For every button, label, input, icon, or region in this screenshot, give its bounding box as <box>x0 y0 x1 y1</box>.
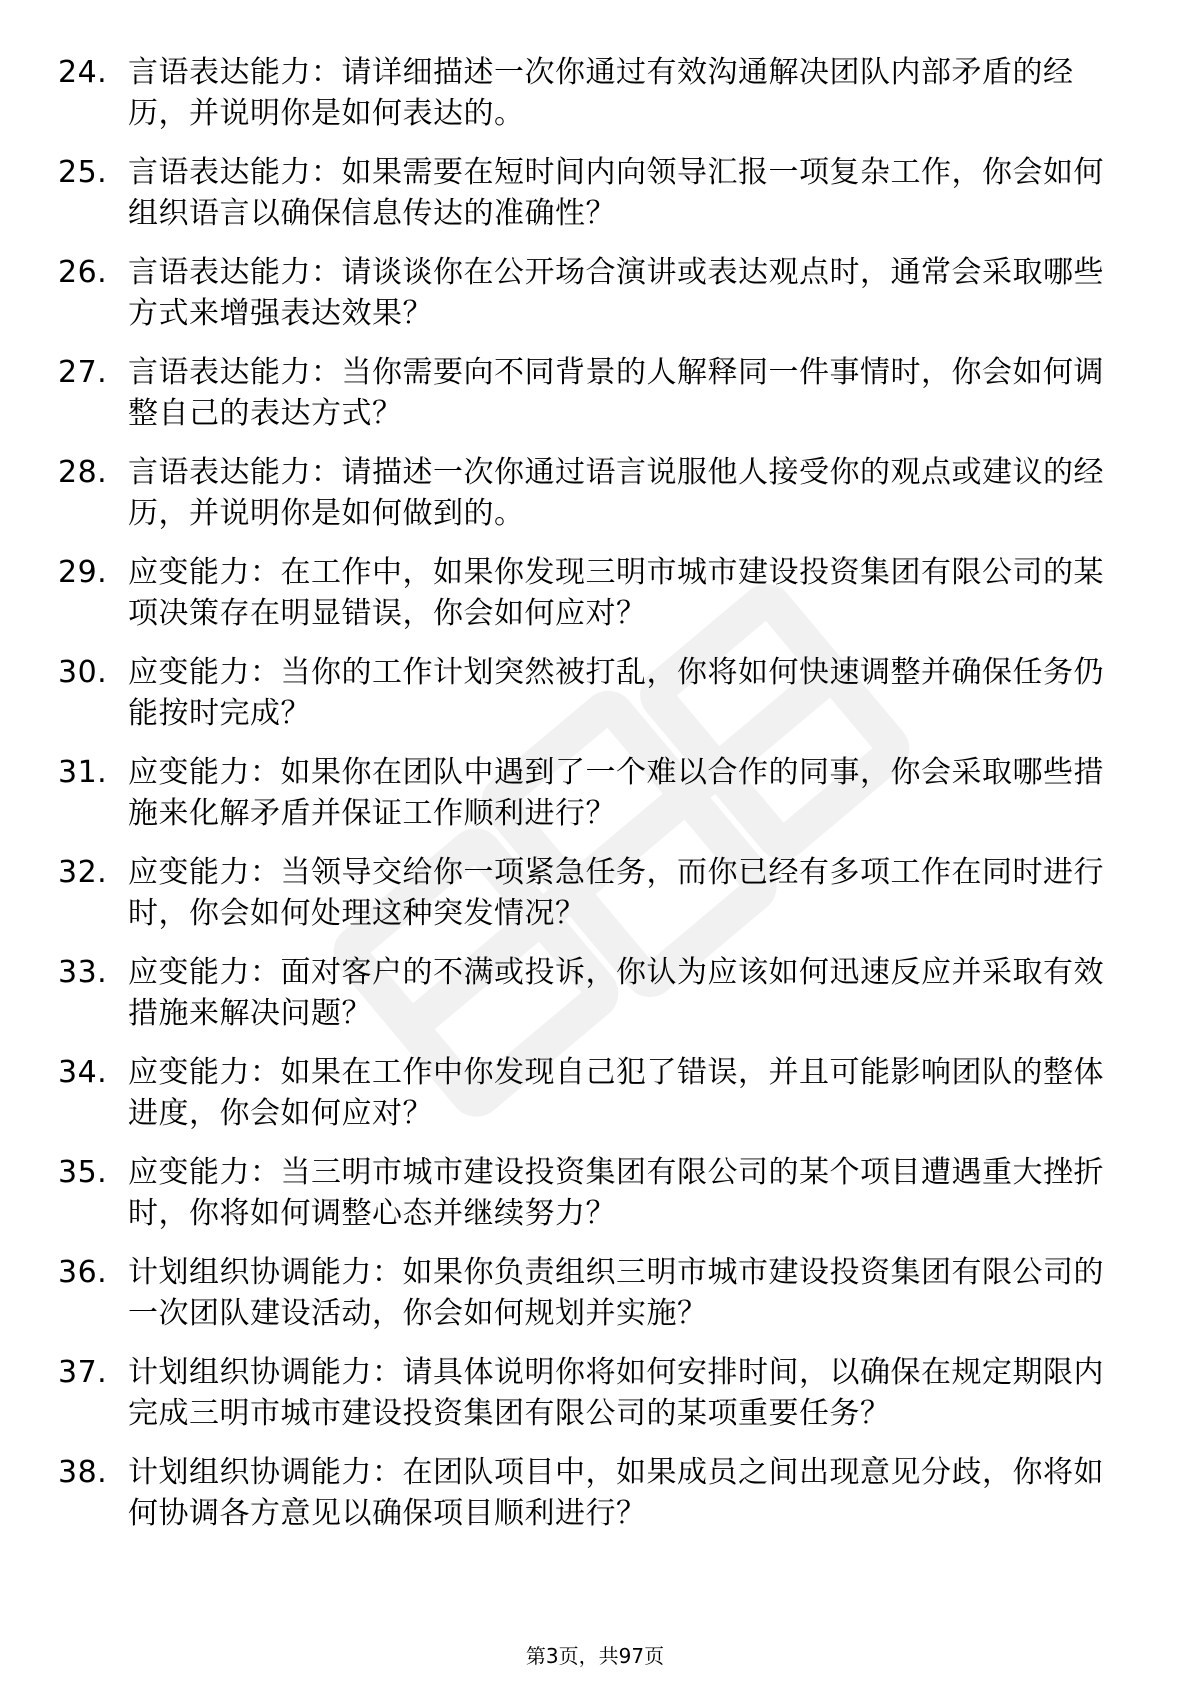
question-number: 34. <box>58 1055 108 1090</box>
question-item <box>58 452 1118 534</box>
question-item <box>58 852 1118 934</box>
page-footer <box>0 1643 1190 1669</box>
question-list <box>58 52 1118 1552</box>
question-number: 32. <box>58 855 108 890</box>
question-item <box>58 1052 1118 1134</box>
question-text: 言语表达能力：请谈谈你在公开场合演讲或表达观点时，通常会采取哪些方式来增强表达效果？ <box>128 255 1104 331</box>
question-number: 33. <box>58 955 108 990</box>
question-text: 计划组织协调能力：在团队项目中，如果成员之间出现意见分歧，你将如何协调各方意见以确保项目顺利进行？ <box>128 1455 1104 1531</box>
question-item <box>58 252 1118 334</box>
question-text: 应变能力：如果在工作中你发现自己犯了错误，并且可能影响团队的整体进度，你会如何应对？ <box>128 1055 1104 1131</box>
question-number: 37. <box>58 1355 108 1390</box>
question-item <box>58 52 1118 134</box>
question-text: 应变能力：当你的工作计划突然被打乱，你将如何快速调整并确保任务仍能按时完成？ <box>128 655 1104 731</box>
question-item <box>58 1252 1118 1334</box>
question-number: 28. <box>58 455 108 490</box>
question-number: 27. <box>58 355 108 390</box>
question-text: 言语表达能力：请详细描述一次你通过有效沟通解决团队内部矛盾的经历，并说明你是如何表达的。 <box>128 55 1074 131</box>
question-item <box>58 352 1118 434</box>
question-item <box>58 152 1118 234</box>
question-text: 应变能力：面对客户的不满或投诉，你认为应该如何迅速反应并采取有效措施来解决问题？ <box>128 955 1104 1031</box>
question-number: 36. <box>58 1255 108 1290</box>
question-number: 35. <box>58 1155 108 1190</box>
page-number-label: 第3页，共97页 <box>525 1644 665 1668</box>
question-item <box>58 552 1118 634</box>
question-text: 计划组织协调能力：请具体说明你将如何安排时间，以确保在规定期限内完成三明市城市建设投资集团有限公司的某项重要任务？ <box>128 1355 1104 1431</box>
question-number: 24. <box>58 55 108 90</box>
question-item <box>58 752 1118 834</box>
question-text: 应变能力：如果你在团队中遇到了一个难以合作的同事，你会采取哪些措施来化解矛盾并保证工作顺利进行？ <box>128 755 1104 831</box>
question-text: 应变能力：当领导交给你一项紧急任务，而你已经有多项工作在同时进行时，你会如何处理这种突发情况？ <box>128 855 1104 931</box>
question-item <box>58 652 1118 734</box>
question-text: 言语表达能力：请描述一次你通过语言说服他人接受你的观点或建议的经历，并说明你是如何做到的。 <box>128 455 1104 531</box>
question-text: 言语表达能力：当你需要向不同背景的人解释同一件事情时，你会如何调整自己的表达方式？ <box>128 355 1104 431</box>
question-item <box>58 952 1118 1034</box>
question-item <box>58 1352 1118 1434</box>
question-number: 30. <box>58 655 108 690</box>
question-text: 应变能力：在工作中，如果你发现三明市城市建设投资集团有限公司的某项决策存在明显错误，你会如何应对？ <box>128 555 1104 631</box>
question-number: 38. <box>58 1455 108 1490</box>
question-number: 29. <box>58 555 108 590</box>
question-item <box>58 1452 1118 1534</box>
question-text: 言语表达能力：如果需要在短时间内向领导汇报一项复杂工作，你会如何组织语言以确保信息传达的准确性？ <box>128 155 1104 231</box>
question-text: 应变能力：当三明市城市建设投资集团有限公司的某个项目遭遇重大挫折时，你将如何调整心态并继续努力？ <box>128 1155 1104 1231</box>
question-number: 25. <box>58 155 108 190</box>
question-text: 计划组织协调能力：如果你负责组织三明市城市建设投资集团有限公司的一次团队建设活动，你会如何规划并实施？ <box>128 1255 1104 1331</box>
question-item <box>58 1152 1118 1234</box>
question-number: 26. <box>58 255 108 290</box>
question-number: 31. <box>58 755 108 790</box>
